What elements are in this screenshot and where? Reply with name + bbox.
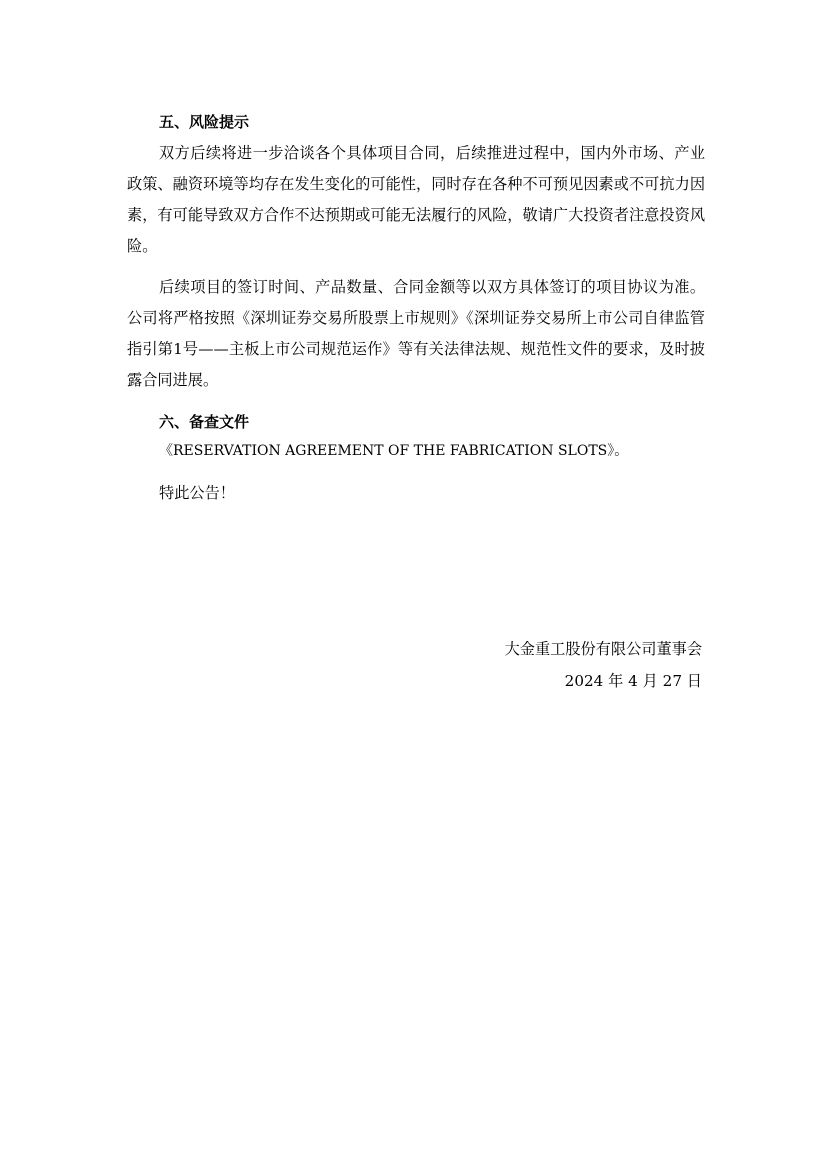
section-heading-risk: 五、风险提示 — [159, 113, 250, 131]
risk-paragraph-2: 后续项目的签订时间、产品数量、合同金额等以双方具体签订的项目协议为准。公司将严格按照《深圳证券交易所股票上市规则》《深圳证券交易所上市公司自律监管指引第1号——主板上市公司规范运作》等有关法律法规、规范性文件的要求，及时披露合同进展。 — [127, 278, 705, 389]
document-body — [127, 110, 705, 509]
section-heading-reference-docs: 六、备查文件 — [159, 413, 250, 431]
signature-date: 2024 年 4 月 27 日 — [564, 672, 702, 690]
reference-document-title: 《RESERVATION AGREEMENT OF THE FABRICATION SLOTS》。 — [159, 443, 629, 459]
signature-block — [505, 633, 702, 697]
closing-statement: 特此公告！ — [159, 484, 235, 502]
risk-paragraph-1: 双方后续将进一步洽谈各个具体项目合同，后续推进过程中，国内外市场、产业政策、融资环境等均存在发生变化的可能性，同时存在各种不可预见因素或不可抗力因素，有可能导致双方合作不达预期或可能无法履行的风险，敬请广大投资者注意投资风险。 — [127, 144, 705, 255]
signature-company: 大金重工股份有限公司董事会 — [504, 640, 702, 658]
